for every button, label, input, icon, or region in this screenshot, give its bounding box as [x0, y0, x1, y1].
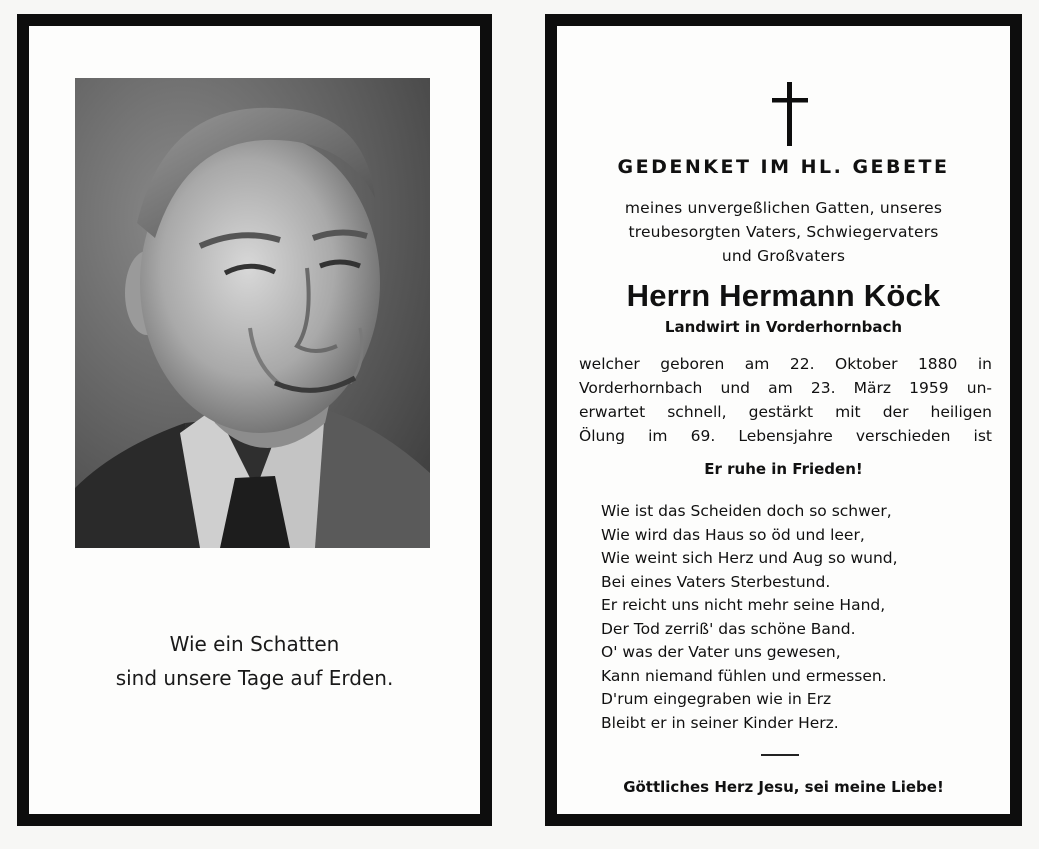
left-card — [17, 14, 492, 826]
poem-line: Kann niemand fühlen und ermessen. — [601, 666, 887, 685]
portrait-illustration — [75, 78, 430, 548]
intro-line-3: und Großvaters — [721, 247, 846, 265]
intro-text — [557, 196, 1010, 268]
occupation: Landwirt in Vorderhornbach — [664, 318, 903, 336]
life-line-4: Ölung im 69. Lebensjahre verschieden ist — [579, 427, 992, 445]
motto-line-2: sind unsere Tage auf Erden. — [115, 666, 394, 690]
cross-icon — [770, 82, 810, 146]
poem-line: Wie weint sich Herz und Aug so wund, — [601, 549, 898, 567]
heading: GEDENKET IM HL. GEBETE — [617, 156, 950, 178]
intro-line-1: meines unvergeßlichen Gatten, unseres — [624, 199, 943, 217]
poem-line: Bei eines Vaters Sterbestund. — [601, 572, 831, 591]
poem-line: Der Tod zerriß' das schöne Band. — [601, 619, 856, 638]
motto — [29, 627, 480, 695]
poem — [601, 500, 898, 735]
poem-line: Wie ist das Scheiden doch so schwer, — [601, 502, 892, 520]
right-card — [545, 14, 1022, 826]
deceased-name: Herrn Hermann Köck — [626, 278, 941, 313]
poem-line: Wie wird das Haus so öd und leer, — [601, 525, 865, 544]
life-line-3: erwartet schnell, gestärkt mit der heiligen — [579, 403, 992, 421]
portrait-photo — [75, 78, 430, 548]
poem-line: O' was der Vater uns gewesen, — [601, 643, 841, 661]
motto-line-1: Wie ein Schatten — [169, 632, 340, 656]
intro-line-2: treubesorgten Vaters, Schwiegervaters — [628, 223, 939, 241]
poem-line: D'rum eingegraben wie in Erz — [601, 690, 832, 708]
poem-line: Bleibt er in seiner Kinder Herz. — [601, 713, 839, 732]
life-dates-text — [579, 352, 992, 448]
divider — [761, 754, 799, 756]
rest-in-peace: Er ruhe in Frieden! — [704, 460, 863, 478]
poem-line: Er reicht uns nicht mehr seine Hand, — [601, 596, 886, 614]
closing-prayer: Göttliches Herz Jesu, sei meine Liebe! — [623, 778, 944, 796]
life-line-2: Vorderhornbach und am 23. März 1959 un- — [579, 379, 992, 397]
life-line-1: welcher geboren am 22. Oktober 1880 in — [579, 355, 992, 373]
